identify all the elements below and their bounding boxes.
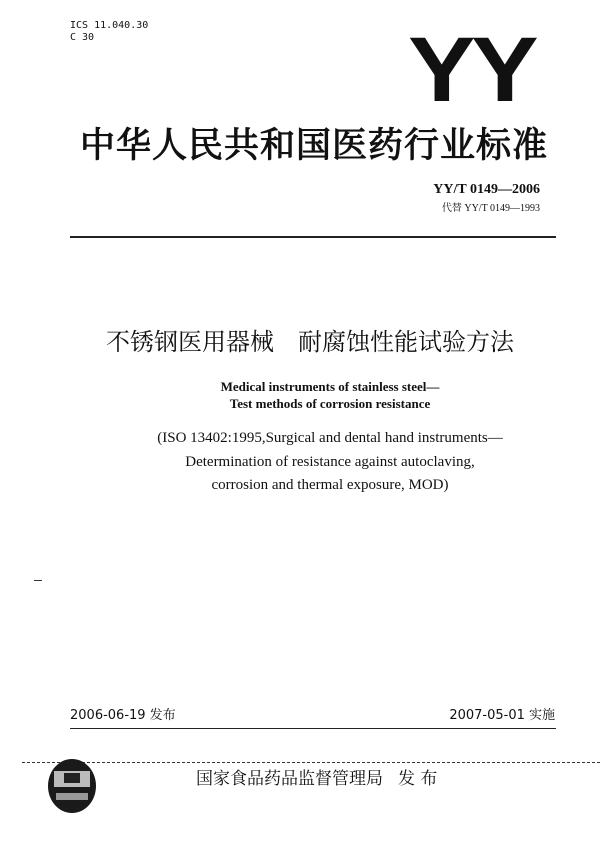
ics-code: ICS 11.040.30 bbox=[70, 20, 149, 31]
title-english-line: Test methods of corrosion resistance bbox=[229, 396, 431, 411]
publisher-name: 国家食品药品监督管理局 bbox=[196, 769, 383, 789]
footer-dashed-line bbox=[22, 762, 600, 763]
title-chinese: 不锈钢医用器械 耐腐蚀性能试验方法 bbox=[106, 328, 514, 356]
mark bbox=[34, 580, 42, 581]
ccs-code: C 30 bbox=[70, 32, 95, 43]
publisher-action: 发 布 bbox=[398, 769, 438, 789]
standard-number: YY/T 0149—2006 bbox=[433, 182, 540, 197]
iso-reference bbox=[0, 427, 600, 498]
title-english-line: Medical instruments of stainless steel— bbox=[220, 379, 440, 394]
header-divider bbox=[70, 236, 556, 238]
issue-date: 2006-06-19 发布 bbox=[70, 708, 176, 723]
iso-reference-line: (ISO 13402:1995,Surgical and dental hand instruments— bbox=[157, 430, 503, 446]
org-title: 中华人民共和国医药行业标准 bbox=[80, 126, 549, 166]
iso-reference-line: corrosion and thermal exposure, MOD) bbox=[211, 477, 449, 493]
iso-reference-line: Determination of resistance against autoclaving, bbox=[185, 453, 475, 470]
implementation-date: 2007-05-01 实施 bbox=[449, 708, 555, 723]
classification bbox=[70, 20, 148, 44]
date-divider bbox=[70, 728, 556, 729]
yy-logo: YY bbox=[408, 19, 535, 121]
replaces-note: 代替 YY/T 0149—1993 bbox=[441, 203, 540, 214]
seal-emblem-icon bbox=[46, 757, 98, 815]
title-english bbox=[0, 378, 600, 412]
